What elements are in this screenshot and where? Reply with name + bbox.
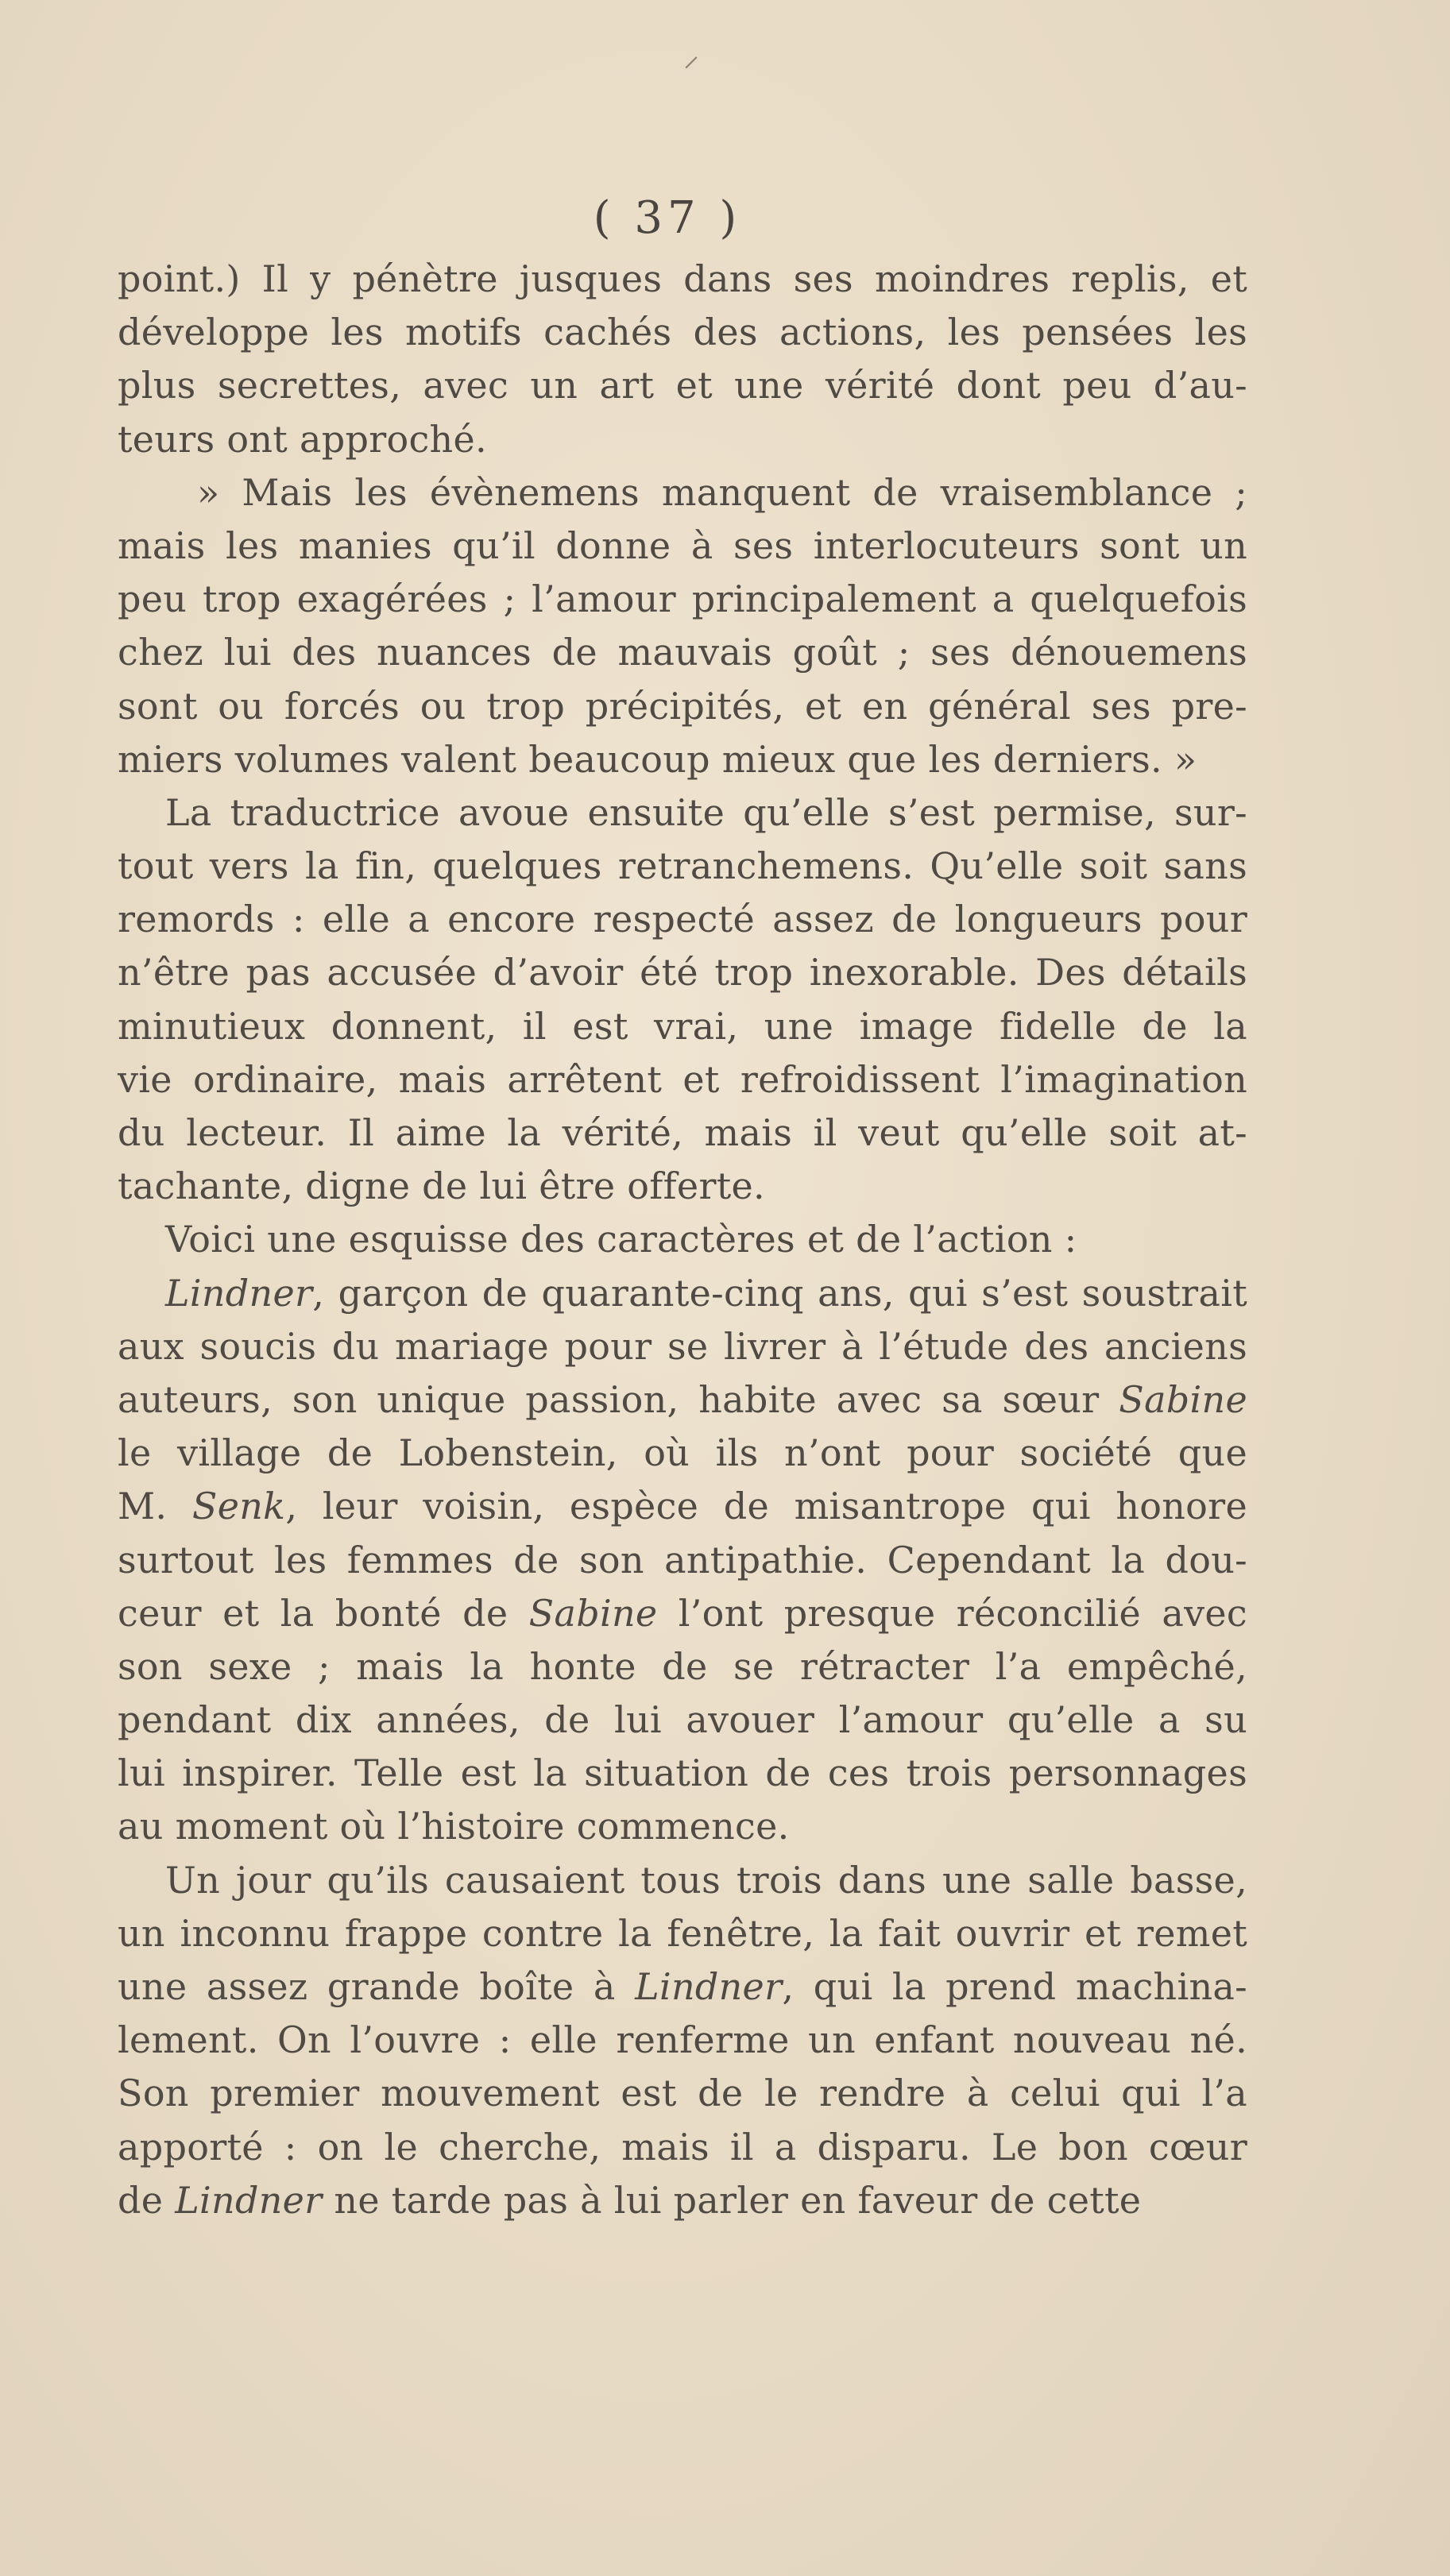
text-segment: mais les manies qu’il donne à ses interlocuteurs sont un: [118, 523, 1247, 567]
text-segment: développe les motifs cachés des actions, les pensées les: [118, 311, 1247, 354]
text-segment: peu trop exagérées ; l’amour principalement a quelquefois: [118, 577, 1247, 621]
text-segment: aux soucis du mariage pour se livrer à l’étude des anciens: [118, 1324, 1247, 1368]
text-segment: ceur et la bonté de: [118, 1591, 529, 1635]
text-segment: une assez grande boîte à: [118, 1965, 636, 2008]
text-line: [118, 1000, 1247, 1053]
text-segment: , garçon de quarante-cinq ans, qui s’est soustrait: [312, 1271, 1247, 1315]
text-segment: » Mais les évènemens manquent de vraisemblance ;: [197, 470, 1247, 514]
body-text: [118, 253, 1247, 2227]
text-segment: miers volumes valent beaucoup mieux que les derniers. »: [118, 737, 1197, 781]
text-line: [118, 1267, 1247, 1320]
italic-name: Sabine: [1119, 1377, 1247, 1421]
text-segment: surtout les femmes de son antipathie. Cependant la dou-: [118, 1538, 1247, 1582]
text-segment: ne tarde pas à lui parler en faveur de cette: [322, 2178, 1142, 2222]
text-segment: chez lui des nuances de mauvais goût ; ses dénouemens: [118, 631, 1247, 674]
text-line: [118, 1854, 1247, 1907]
text-segment: sont ou forcés ou trop précipités, et en général ses pre-: [118, 684, 1247, 728]
text-line: [118, 2014, 1247, 2067]
text-line: [118, 786, 1247, 840]
italic-name: Sabine: [528, 1591, 658, 1635]
text-segment: apporté : on le cherche, mais il a disparu. Le bon cœur: [118, 2125, 1247, 2169]
text-line: [118, 1640, 1247, 1694]
text-line: [118, 946, 1247, 999]
text-segment: un inconnu frappe contre la fenêtre, la fait ouvrir et remet: [118, 1911, 1247, 1955]
text-line: [118, 1480, 1247, 1533]
text-segment: , leur voisin, espèce de misantrope qui honore: [285, 1485, 1247, 1528]
italic-name: Lindner: [175, 2178, 323, 2222]
text-line: [118, 1747, 1247, 1800]
text-segment: son sexe ; mais la honte de se rétracter l’a empêché,: [118, 1644, 1247, 1688]
text-line: [118, 2067, 1247, 2120]
text-segment: minutieux donnent, il est vrai, une image fidelle de la: [118, 1004, 1247, 1048]
text-line: [118, 1213, 1247, 1266]
text-segment: lui inspirer. Telle est la situation de ces trois personnages: [118, 1751, 1247, 1795]
text-line: [118, 1106, 1247, 1160]
text-segment: l’ont presque réconcilié avec: [657, 1591, 1247, 1635]
text-line: [118, 1320, 1247, 1373]
text-line: [118, 519, 1247, 573]
text-segment: auteurs, son unique passion, habite avec sa sœur: [118, 1377, 1119, 1421]
text-segment: M.: [118, 1485, 192, 1528]
text-line: [118, 306, 1247, 359]
text-segment: du lecteur. Il aime la vérité, mais il veut qu’elle soit at-: [118, 1111, 1247, 1154]
text-line: [118, 1373, 1247, 1427]
page-number: ( 37 ): [593, 192, 742, 244]
text-segment: lement. On l’ouvre : elle renferme un enfant nouveau né.: [118, 2018, 1247, 2062]
text-segment: plus secrettes, avec un art et une vérité dont peu d’au-: [118, 364, 1247, 407]
text-line: [118, 359, 1247, 412]
text-line: [118, 2174, 1247, 2227]
paper-mark: ⸝: [683, 37, 699, 74]
text-segment: tachante, digne de lui être offerte.: [118, 1164, 765, 1208]
italic-name: Lindner: [635, 1965, 783, 2008]
text-line: [118, 2121, 1247, 2174]
text-segment: tout vers la fin, quelques retranchemens. Qu’elle soit sans: [118, 844, 1247, 888]
text-line: [118, 1534, 1247, 1587]
text-line: [118, 840, 1247, 893]
text-line: [118, 1160, 1247, 1213]
text-segment: n’être pas accusée d’avoir été trop inexorable. Des détails: [118, 951, 1247, 994]
text-segment: le village de Lobenstein, où ils n’ont pour société que: [118, 1431, 1247, 1475]
text-line: [118, 1694, 1247, 1747]
text-segment: teurs ont approché.: [118, 417, 487, 461]
text-line: [118, 466, 1247, 519]
text-line: [118, 1907, 1247, 1960]
text-line: [118, 253, 1247, 306]
text-line: [118, 680, 1247, 733]
text-line: [118, 1053, 1247, 1106]
text-line: [118, 1960, 1247, 2014]
text-line: [118, 1587, 1247, 1640]
text-segment: La traductrice avoue ensuite qu’elle s’est permise, sur-: [165, 790, 1247, 834]
text-segment: au moment où l’histoire commence.: [118, 1805, 790, 1848]
text-segment: pendant dix années, de lui avouer l’amour qu’elle a su: [118, 1698, 1247, 1742]
text-line: [118, 1800, 1247, 1853]
text-line: [118, 893, 1247, 946]
text-line: [118, 1427, 1247, 1480]
text-line: [118, 626, 1247, 679]
text-segment: vie ordinaire, mais arrêtent et refroidissent l’imagination: [118, 1057, 1247, 1101]
text-segment: remords : elle a encore respecté assez de longueurs pour: [118, 898, 1247, 941]
text-segment: , qui la prend machina-: [782, 1965, 1247, 2008]
italic-name: Senk: [191, 1485, 286, 1528]
text-segment: de: [118, 2178, 176, 2222]
text-segment: Un jour qu’ils causaient tous trois dans une salle basse,: [165, 1858, 1247, 1902]
text-segment: Voici une esquisse des caractères et de l’action :: [165, 1218, 1077, 1261]
italic-name: Lindner: [165, 1271, 313, 1315]
text-segment: Son premier mouvement est de le rendre à celui qui l’a: [118, 2072, 1247, 2115]
text-line: [118, 413, 1247, 466]
text-segment: point.) Il y pénètre jusques dans ses moindres replis, et: [118, 257, 1247, 300]
text-line: [118, 573, 1247, 626]
text-line: [118, 733, 1247, 786]
